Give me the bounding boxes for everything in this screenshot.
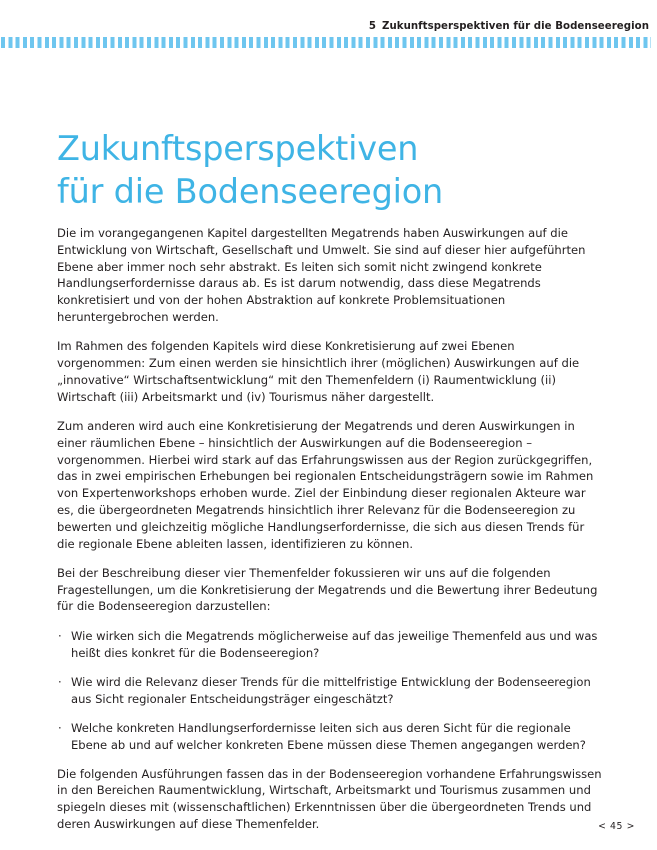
question-list: [57, 628, 603, 754]
body-content: [57, 225, 603, 845]
page-folio: [598, 821, 635, 832]
list-item-text: Wie wird die Relevanz dieser Trends für die mittelfristige Entwicklung der Bodenseeregion aus Sicht regionaler Entscheidungsträger eingeschätzt?: [71, 674, 591, 706]
paragraph-two-levels: Im Rahmen des folgenden Kapitels wird diese Konkretisierung auf zwei Ebenen vorgenommen: Zum einen werden sie hinsichtlich ihrer (möglichen) Auswirkungen auf die „innovative“ Wirtschaftsentwicklung“ mit den Themenfeldern (i) Raumentwicklung (ii) Wirtschaft (iii) Arbeitsmarkt und (iv) Tourismus näher dargestellt.: [57, 339, 580, 404]
paragraph-questions-lead-in: Bei der Beschreibung dieser vier Themenfelder fokussieren wir uns auf die folgenden Fragestellungen, um die Konkretisierung der Megatrends und die Bewertung ihrer Bedeutung für die Bodenseeregion darzustellen:: [57, 565, 598, 614]
list-item: [57, 674, 603, 708]
bullet-icon: ·: [58, 674, 62, 689]
list-item-text: Wie wirken sich die Megatrends möglicherweise auf das jeweilige Themenfeld aus und was heißt dies konkret für die Bodenseeregion?: [71, 628, 598, 660]
page-title: [57, 128, 617, 213]
list-item-text: Welche konkreten Handlungserfordernisse leiten sich aus deren Sicht für die regionale Ebene ab und auf welcher konkreten Ebene müssen diese Themen angegangen werden?: [71, 720, 586, 752]
paragraph-intro: Die im vorangegangenen Kapitel dargestellten Megatrends haben Auswirkungen auf die Entwicklung von Wirtschaft, Gesellschaft und Umwelt. Sie sind auf dieser hier aufgeführten Ebene aber immer noch sehr abstrakt. Es leiten sich somit nicht zwingend konkrete Handlungserfordernisse daraus ab. Es ist darum notwendig, dass diese Megatrends konkretisiert und von der hohen Abstraktion auf konkrete Problemsituationen heruntergebrochen werden.: [57, 226, 586, 324]
bullet-icon: ·: [58, 720, 62, 735]
page-number: 45: [610, 821, 624, 832]
running-head-chapter-title: Zukunftsperspektiven für die Bodenseeregion: [382, 21, 649, 32]
prev-page-arrow-icon[interactable]: <: [598, 821, 607, 832]
running-head-chapter-number: 5: [368, 21, 377, 32]
bullet-icon: ·: [58, 628, 62, 643]
page-title-line-1: Zukunftsperspektiven: [57, 129, 419, 169]
running-head: [57, 21, 649, 33]
list-item: [57, 628, 603, 662]
list-item: [57, 720, 603, 754]
dashed-rule-divider: [1, 37, 651, 48]
page-title-line-2: für die Bodenseeregion: [57, 171, 444, 211]
next-page-arrow-icon[interactable]: >: [626, 821, 635, 832]
paragraph-closing: Die folgenden Ausführungen fassen das in der Bodenseeregion vorhandene Erfahrungswissen in den Bereichen Raumentwicklung, Wirtschaft, Arbeitsmarkt und Tourismus zusammen und spiegeln dieses mit (wissenschaftlichen) Erkenntnissen über die übergeordneten Trends und deren Auswirkungen auf diese Themenfelder.: [57, 766, 602, 831]
paragraph-spatial-level: Zum anderen wird auch eine Konkretisierung der Megatrends und deren Auswirkungen in einer räumlichen Ebene – hinsichtlich der Auswirkungen auf die Bodenseeregion – vorgenommen. Hierbei wird stark auf das Erfahrungswissen aus der Region zurückgegriffen, das in zwei empirischen Erhebungen bei regionalen Entscheidungsträgern sowie im Rahmen von Expertenworkshops erhoben wurde. Ziel der Einbindung dieser regionalen Akteure war es, die übergeordneten Megatrends hinsichtlich ihrer Relevanz für die Bodenseeregion zu bewerten und gleichzeitig mögliche Handlungserfordernisse, die sich aus diesen Trends für die regionale Ebene ableiten lassen, identifizieren zu können.: [57, 418, 594, 551]
